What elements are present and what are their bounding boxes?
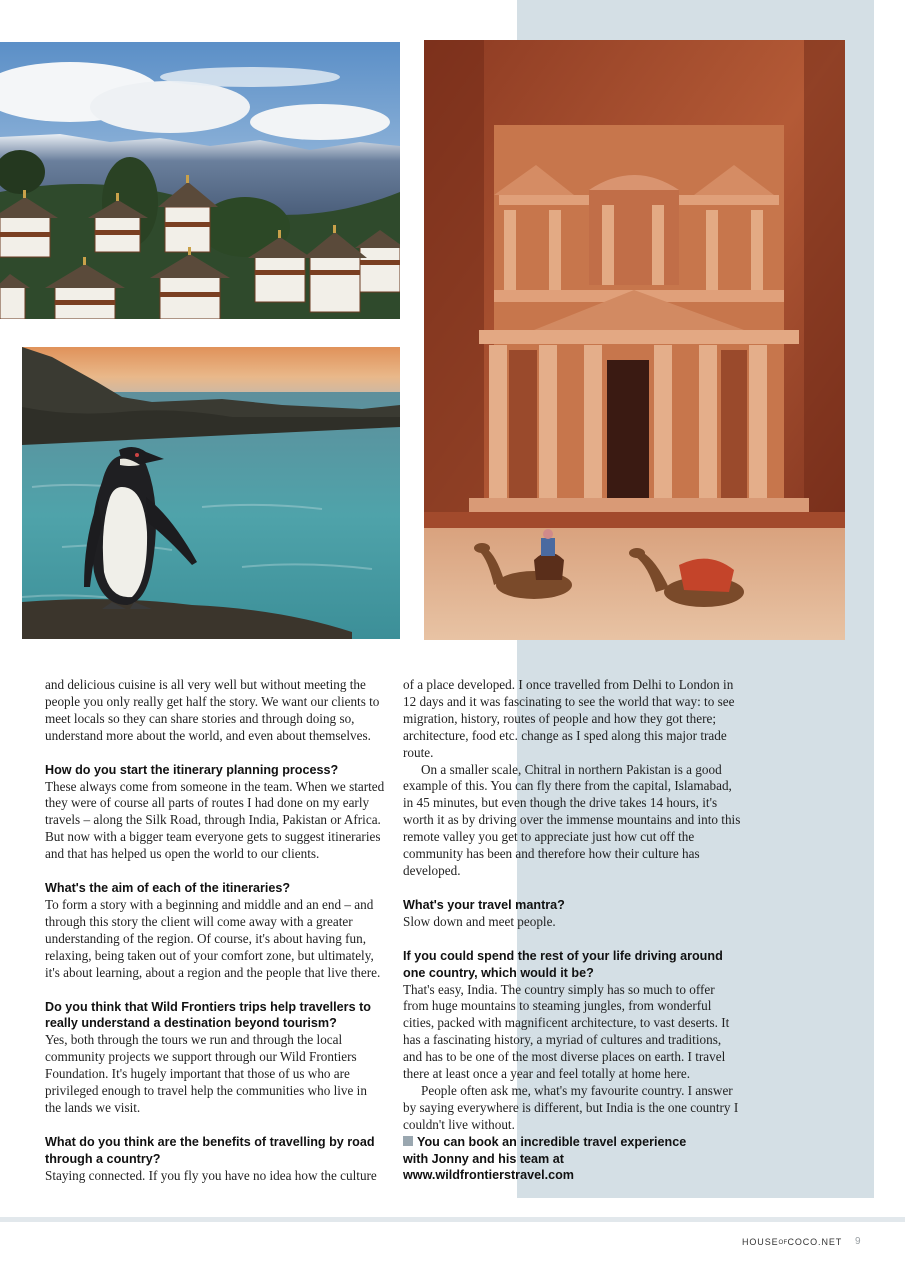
- paragraph: People often ask me, what's my favourite country. I answer by saying everywhere is different, but India is the one country I couldn't live without.: [403, 1082, 739, 1132]
- paragraph: and delicious cuisine is all very well but without meeting the people you only really get half the story. We want our clients to meet locals so they can share stories and through doing so, understand more about the world, and even about themselves.: [45, 677, 380, 743]
- question-heading: Do you think that Wild Frontiers trips help travellers to really understand a destination beyond tourism?: [45, 999, 371, 1031]
- booking-callout: [403, 1134, 741, 1185]
- page-number: 9: [855, 1236, 861, 1247]
- question-heading: What's your travel mantra?: [403, 897, 565, 912]
- square-bullet-icon: [403, 1136, 413, 1146]
- question-heading: What do you think are the benefits of travelling by road through a country?: [45, 1134, 375, 1166]
- footer-brand: [742, 1237, 842, 1247]
- answer-paragraph: To form a story with a beginning and middle and an end – and through this story the client will come away with a greater understanding of the region. Of course, it's about having fun, relaxing, being taken out of your comfort zone, but ultimately, it's about learning, about a region and the people that live there.: [45, 896, 381, 980]
- answer-paragraph: That's easy, India. The country simply has so much to offer from huge mountains to steaming jungles, from wonderful cities, packed with magnificent architecture, to vast deserts. It has a fascinating history, a myriad of cultures and traditions, and has to be one of the most diverse places on earth. I travel there at least once a year and feel totally at home here.: [403, 981, 730, 1082]
- petra-treasury-photo: [424, 40, 845, 640]
- answer-paragraph: Yes, both through the tours we run and through the local community projects we support through our Wild Frontiers Foundation. It's hugely important that those of us who are privileged enough to travel help the communities who live in the lands we visit.: [45, 1032, 367, 1115]
- article-right-column: [403, 677, 741, 1184]
- brand-of-text: OF: [778, 1240, 788, 1246]
- question-heading: How do you start the itinerary planning process?: [45, 762, 339, 777]
- booking-text: with Jonny and his team at: [403, 1151, 564, 1166]
- answer-paragraph: These always come from someone in the team. When we started they were of course all parts of routes I had done on my early travels – along the Silk Road, through India, Pakistan or Africa. But now with a bigger team everyone gets to suggest itineraries and that has helped us open the world to our clients.: [45, 778, 385, 862]
- stupas-mountains-photo: [0, 42, 400, 319]
- brand-text: HOUSE: [742, 1237, 779, 1247]
- paragraph: On a smaller scale, Chitral in northern Pakistan is a good example of this. You can fly there from the capital, Islamabad, in 45 minutes, but even though the drive takes 14 hours, it's worth it as by driving over the immense mountains and into this remote valley you get to appreciate just how cut off the community has been and therefore how their culture has developed.: [403, 761, 741, 878]
- question-heading: If you could spend the rest of your life driving around one country, which would it be?: [403, 948, 723, 980]
- website-link[interactable]: www.wildfrontierstravel.com: [403, 1168, 574, 1183]
- bottom-divider: [0, 1217, 905, 1222]
- booking-text: You can book an incredible travel experience: [417, 1134, 687, 1149]
- answer-paragraph: Staying connected. If you fly you have no idea how the culture: [45, 1167, 377, 1183]
- question-heading: What's the aim of each of the itineraries?: [45, 881, 291, 896]
- penguin-photo: [22, 347, 400, 639]
- answer-paragraph: Slow down and meet people.: [403, 913, 556, 929]
- article-left-column: [45, 677, 385, 1185]
- brand-text: COCO.NET: [787, 1237, 843, 1247]
- paragraph: of a place developed. I once travelled from Delhi to London in 12 days and it was fascinating to see the world that way: to see migration, history, routes of people and how they got there; architecture, food etc. change as I sped along this major trade route.: [403, 677, 735, 760]
